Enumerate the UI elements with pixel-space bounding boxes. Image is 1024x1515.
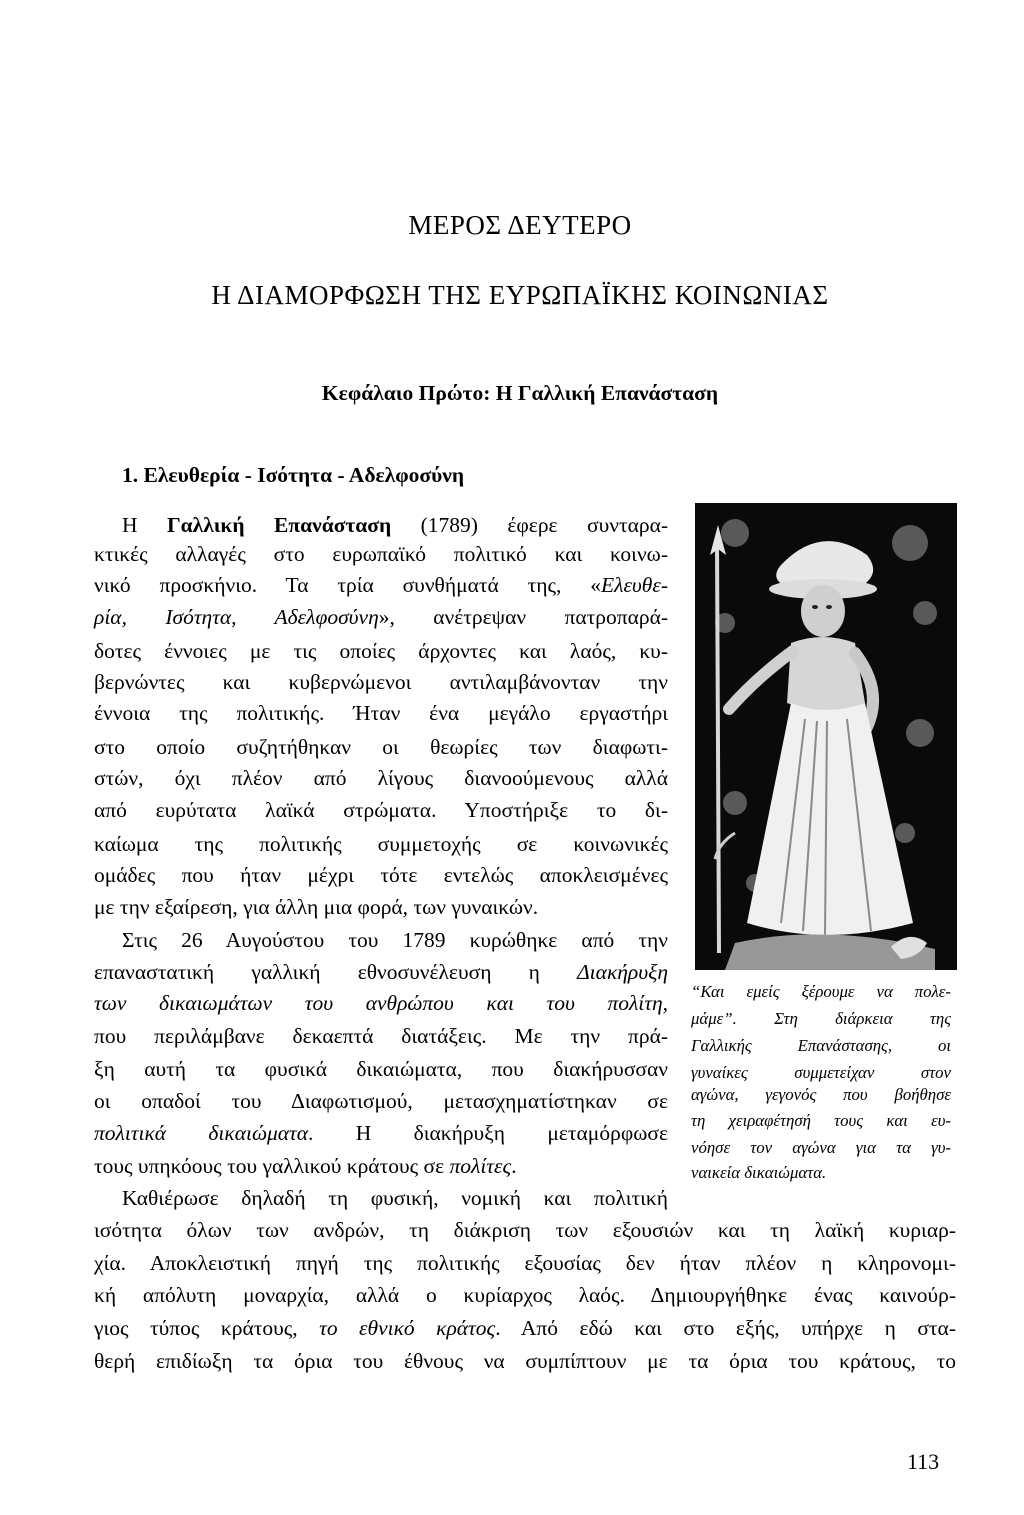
body-line-5: δοτες έννοιες με τις οποίες άρχοντες και λαός, κυ- — [94, 639, 668, 663]
illustration-woman-with-pike — [695, 503, 957, 970]
body-text: Η — [122, 513, 167, 537]
body-line-16: των δικαιωμάτων του ανθρώπου και του πολίτη, — [94, 991, 668, 1015]
body-line-1 — [122, 510, 668, 540]
body-line-2: κτικές αλλαγές στο ευρωπαϊκό πολιτικό και κοινω- — [94, 542, 668, 566]
body-line-27: θερή επιδίωξη τα όρια του έθνους να συμπίπτουν με τα όρια του κράτους, το — [94, 1349, 956, 1373]
section-title: 1. Ελευθερία - Ισότητα - Αδελφοσύνη — [122, 463, 465, 487]
body-line-4 — [94, 602, 668, 632]
body-line-6: βερνώντες και κυβερνώμενοι αντιλαμβάνονταν την — [94, 670, 668, 694]
caption-line-2: μάμε”. Στη διάρκεια της — [691, 1009, 951, 1028]
body-line-26 — [94, 1313, 956, 1343]
page-number: 113 — [907, 1449, 940, 1474]
body-line-10: από ευρύτατα λαϊκά στρώματα. Υποστήριξε το δι- — [94, 798, 668, 822]
slogan-text: ρία, Ισότητα, Αδελφοσύνη — [94, 605, 379, 629]
caption-line-1: “Και εμείς ξέρουμε να πολε- — [691, 982, 951, 1001]
caption-line-5: αγώνα, γεγονός που βοήθησε — [691, 1085, 951, 1104]
body-line-8: στο οποίο συζητήθηκαν οι θεωρίες των διαφωτι- — [94, 735, 668, 759]
body-line-20 — [94, 1118, 668, 1148]
engraving-image — [695, 503, 957, 970]
body-line-18: ξη αυτή τα φυσικά δικαιώματα, που διακήρυσσαν — [94, 1057, 668, 1081]
caption-line-4: γυναίκες συμμετείχαν στον — [691, 1063, 951, 1082]
emphasis-text: πολίτες — [449, 1154, 512, 1178]
emphasis-text: πολιτικά δικαιώματα — [94, 1121, 309, 1145]
body-line-19: οι οπαδοί του Διαφωτισμού, μετασχηματίστηκαν σε — [94, 1089, 668, 1113]
body-text: . — [511, 1154, 517, 1178]
body-line-25: κή απόλυτη μοναρχία, αλλά ο κυρίαρχος λαός. Δημιουργήθηκε ένας καινούρ- — [94, 1283, 956, 1307]
body-text: (1789) έφερε συνταρα- — [391, 513, 669, 537]
body-text: νικό προσκήνιο. Τα τρία συνθήματά της, « — [94, 573, 602, 597]
body-line-9: στών, όχι πλέον από λίγους διανοούμενους αλλά — [94, 766, 668, 790]
caption-line-3: Γαλλικής Επανάστασης, οι — [691, 1036, 951, 1055]
body-line-23: ισότητα όλων των ανδρών, τη διάκριση των εξουσιών και τη λαϊκή κυριαρ- — [94, 1218, 956, 1242]
body-line-22: Καθιέρωσε δηλαδή τη φυσική, νομική και πολιτική — [122, 1186, 668, 1210]
body-line-17: που περιλάμβανε δεκαεπτά διατάξεις. Με την πρά- — [94, 1024, 668, 1048]
slogan-text: Ελευθε- — [601, 573, 668, 597]
chapter-title: Κεφάλαιο Πρώτο: Η Γαλλική Επανάσταση — [321, 381, 719, 405]
body-line-15 — [94, 957, 668, 987]
body-line-3 — [94, 570, 668, 600]
body-line-21 — [94, 1151, 668, 1181]
part-title: ΜΕΡΟΣ ΔΕΥΤΕΡΟ — [408, 210, 632, 240]
body-text: γιος τύπος κράτους, — [94, 1316, 320, 1340]
caption-line-8: ναικεία δικαιώματα. — [691, 1163, 827, 1182]
body-text: . Η διακήρυξη μεταμόρφωσε — [308, 1121, 668, 1145]
caption-line-7: νόησε τον αγώνα για τα γυ- — [691, 1138, 951, 1157]
caption-line-6: τη χειραφέτησή τους και ευ- — [691, 1111, 951, 1130]
declaration-title: Διακήρυξη — [577, 960, 668, 984]
book-title: Η ΔΙΑΜΟΡΦΩΣΗ ΤΗΣ ΕΥΡΩΠΑΪΚΗΣ ΚΟΙΝΩΝΙΑΣ — [211, 280, 829, 310]
body-line-14: Στις 26 Αυγούστου του 1789 κυρώθηκε από την — [122, 928, 668, 952]
body-text: τους υπηκόους του γαλλικού κράτους σε — [94, 1154, 450, 1178]
body-line-7: έννοια της πολιτικής. Ήταν ένα μεγάλο εργαστήρι — [94, 701, 668, 725]
body-line-12: ομάδες που ήταν μέχρι τότε εντελώς αποκλεισμένες — [94, 863, 668, 887]
body-text: . Από εδώ και στο εξής, υπήρχε η στα- — [495, 1316, 956, 1340]
emphasis-text: το εθνικό κράτος — [319, 1316, 496, 1340]
body-line-24: χία. Αποκλειστική πηγή της πολιτικής εξουσίας δεν ήταν πλέον η κληρονομι- — [94, 1251, 956, 1275]
body-line-11: καίωμα της πολιτικής συμμετοχής σε κοινωνικές — [94, 832, 668, 856]
body-line-13: με την εξαίρεση, για άλλη μια φορά, των γυναικών. — [94, 895, 539, 919]
body-text: », ανέτρεψαν πατροπαρά- — [378, 605, 668, 629]
term-gallic-revolution: Γαλλική Επανάσταση — [166, 513, 392, 537]
body-text: επαναστατική γαλλική εθνοσυνέλευση η — [94, 960, 578, 984]
